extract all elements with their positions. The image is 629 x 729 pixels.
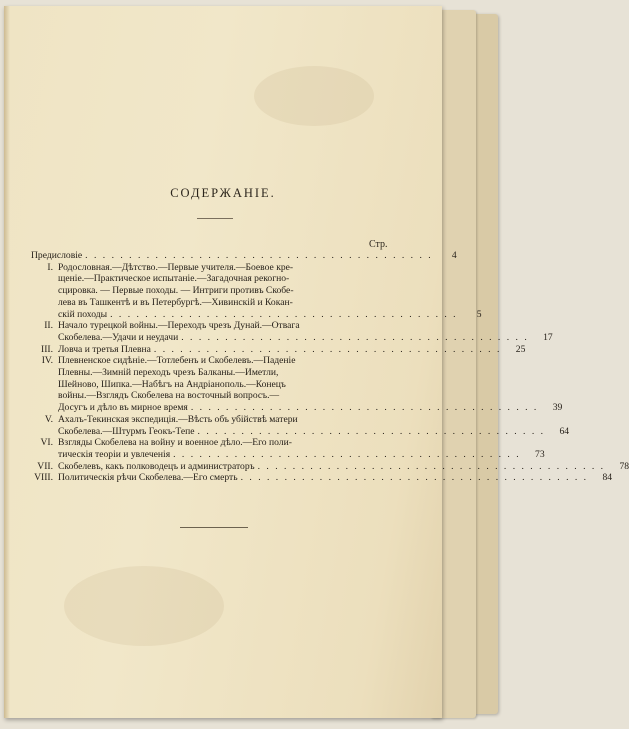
toc-entry-chapter-1 <box>31 261 482 321</box>
toc-entry-body <box>58 262 482 321</box>
toc-line: Начало турецкой войны.—Переходъ чрезъ Дунай.—Отвага <box>58 320 300 332</box>
toc-entry-chapter-4 <box>31 355 563 414</box>
toc-entry-body <box>58 355 562 414</box>
toc-line: Взгляды Скобелева на войну и военное дѣло.—Его поли- <box>58 437 292 449</box>
chapter-number: VII. <box>37 460 53 472</box>
paper-stain <box>64 566 224 646</box>
toc-page-number: 17 <box>543 331 553 343</box>
toc-entry-chapter-8 <box>31 472 613 484</box>
toc-line: Шейново, Шипка.—Набѣгъ на Андріанополь.—Конецъ <box>58 378 286 390</box>
toc-page-number: 73 <box>535 448 545 460</box>
page-column-label: Стр. <box>369 239 388 250</box>
toc-line: Предисловіе . . . . . . . . . . . . . . . . . . . . . . . . . . . . . . . . . . . . . . . . <box>31 250 433 261</box>
toc-line: Ловча и третья Плевна . . . . . . . . . . . . . . . . . . . . . . . . . . . . . . . . . . . . . . . . <box>58 343 502 355</box>
chapter-number: III. <box>41 343 53 355</box>
toc-line: Скобелева.—Штурмъ Геокъ-Тепе . . . . . . . . . . . . . . . . . . . . . . . . . . . . . . . . . . . . . . . . <box>58 425 546 437</box>
toc-line: Политическія рѣчи Скобелева.—Его смерть . . . . . . . . . . . . . . . . . . . . . . . . . . . . . . . . . . . . . . . . <box>58 472 589 484</box>
toc-entry-body <box>58 320 553 343</box>
toc-line: Плевненское сидѣніе.—Тотлебенъ и Скобелевъ.—Паденіе <box>58 355 296 367</box>
toc-entry-body <box>58 414 569 437</box>
toc-line: Ахалъ-Текинская экспедиція.—Вѣсть объ убійствѣ матери <box>58 413 298 425</box>
toc-line: Скобелева.—Удачи и неудачи . . . . . . . . . . . . . . . . . . . . . . . . . . . . . . . . . . . . . . . . <box>58 331 529 343</box>
toc-page-number: 25 <box>515 343 526 355</box>
toc-line: Плевны.—Зимній переходъ чрезъ Балканы.—Иметли, <box>58 367 279 379</box>
page-binding-shadow <box>4 6 10 718</box>
toc-entry-body <box>31 250 457 262</box>
toc-entry-chapter-3 <box>31 343 526 356</box>
toc-page-number: 78 <box>619 460 629 472</box>
chapter-number: I. <box>47 261 53 273</box>
chapter-number: VIII. <box>34 472 53 484</box>
toc-page-number: 4 <box>451 250 457 261</box>
toc-entry-chapter-7 <box>31 460 629 473</box>
chapter-number: IV. <box>41 355 53 367</box>
toc-line: лева въ Ташкентѣ и въ Петербургѣ.—Хивинскій и Кокан- <box>58 296 293 308</box>
toc-line: сцировка. — Первые походы. — Интриги противъ Скобе- <box>58 285 294 297</box>
chapter-number: VI. <box>40 437 53 449</box>
toc-page-number: 64 <box>559 425 570 437</box>
toc-entry-chapter-2 <box>31 320 553 343</box>
toc-entry-body <box>58 344 525 356</box>
toc-page-number: 5 <box>476 308 482 320</box>
toc-entry-preface <box>31 250 457 262</box>
toc-line: тическія теоріи и увлеченія . . . . . . . . . . . . . . . . . . . . . . . . . . . . . . . . . . . . . . . . <box>58 448 521 460</box>
toc-line: Досугъ и дѣло въ мирное время . . . . . . . . . . . . . . . . . . . . . . . . . . . . . . . . . . . . . . . . <box>58 402 539 414</box>
toc-page-number: 84 <box>602 472 613 484</box>
chapter-number: II. <box>44 320 53 332</box>
toc-page-number: 39 <box>552 402 563 414</box>
toc-line: скій походы . . . . . . . . . . . . . . . . . . . . . . . . . . . . . . . . . . . . . . . . <box>58 308 458 320</box>
toc-entry-chapter-5 <box>31 413 570 437</box>
book-page <box>4 6 629 718</box>
toc-entry-chapter-6 <box>31 437 545 460</box>
page-title: СОДЕРЖАНІЕ. <box>170 186 276 200</box>
paper-stain <box>254 66 374 126</box>
closing-rule <box>180 527 248 528</box>
toc-entry-body <box>58 461 629 473</box>
title-rule <box>197 218 233 219</box>
toc-line: щеніе.—Практическое испытаніе.—Загадочная рекогно- <box>58 273 290 285</box>
table-of-contents <box>31 250 629 484</box>
toc-line: Скобелевъ, какъ полководецъ и администраторъ . . . . . . . . . . . . . . . . . . . . . . . . . . . . . . . . . . . . . . . . <box>58 460 606 472</box>
toc-entry-body <box>58 472 612 484</box>
toc-line: войны.—Взглядъ Скобелева на восточный вопросъ.— <box>58 390 280 402</box>
toc-line: Родословная.—Дѣтство.—Первые учителя.—Боевое кре- <box>58 261 294 273</box>
toc-entry-body <box>58 437 545 460</box>
chapter-number: V. <box>44 413 53 425</box>
